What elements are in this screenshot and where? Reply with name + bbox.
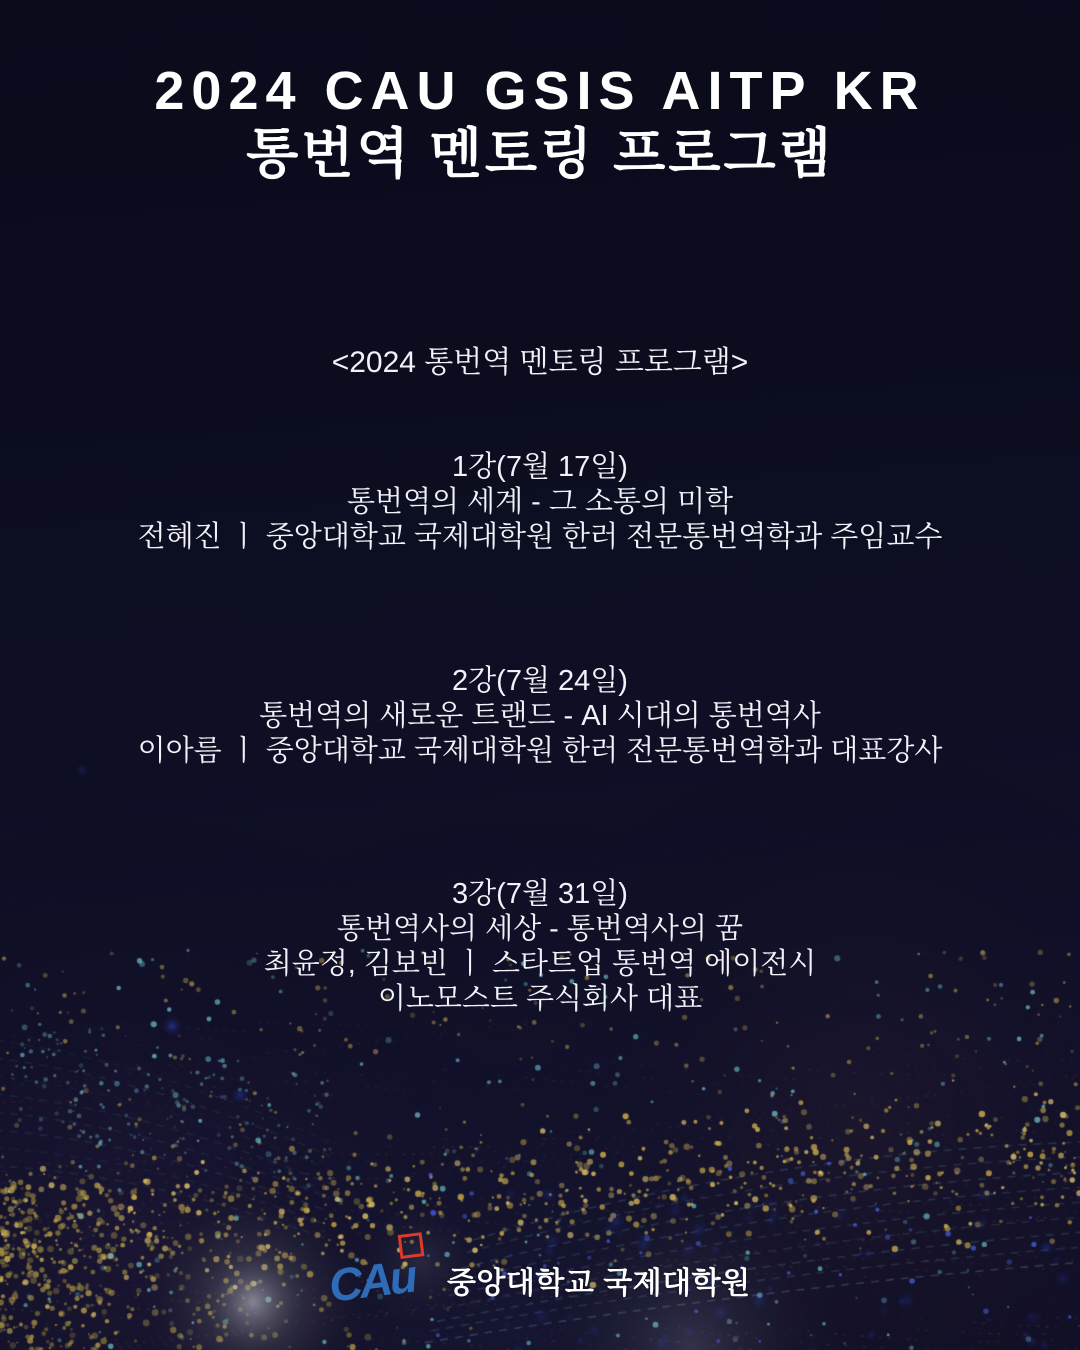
session-1 <box>0 450 1080 555</box>
session-3 <box>0 877 1080 1017</box>
session-3-speaker: 최윤정, 김보빈 ㅣ 스타트업 통번역 에이전시 <box>263 948 817 980</box>
cau-logo-text: CAu <box>326 1249 418 1312</box>
session-3-topic: 통번역사의 세상 - 통번역사의 꿈 <box>336 913 744 945</box>
session-1-speaker: 전혜진 ㅣ 중앙대학교 국제대학원 한러 전문통번역학과 주임교수 <box>137 521 943 553</box>
cau-logo-red-square-icon <box>398 1232 425 1259</box>
poster-title <box>0 60 1080 186</box>
session-3-header: 3강(7월 31일) <box>452 878 628 910</box>
title-line-2: 통번역 멘토링 프로그램 <box>246 124 834 184</box>
session-3-speaker-title: 이노모스트 주식회사 대표 <box>377 983 703 1015</box>
session-2 <box>0 664 1080 769</box>
session-2-speaker: 이아름 ㅣ 중앙대학교 국제대학원 한러 전문통번역학과 대표강사 <box>137 735 943 767</box>
session-1-topic: 통번역의 세계 - 그 소통의 미학 <box>346 486 734 518</box>
cau-logo <box>326 1247 427 1312</box>
title-line-1: 2024 CAU GSIS AITP KR <box>154 61 926 121</box>
footer <box>0 1238 1080 1322</box>
session-1-header: 1강(7월 17일) <box>452 451 628 483</box>
org-name: 중앙대학교 국제대학원 <box>446 1267 751 1300</box>
session-2-topic: 통번역의 새로운 트랜드 - AI 시대의 통번역사 <box>259 700 821 732</box>
program-subtitle: <2024 통번역 멘토링 프로그램> <box>331 346 749 379</box>
session-2-header: 2강(7월 24일) <box>452 665 628 697</box>
